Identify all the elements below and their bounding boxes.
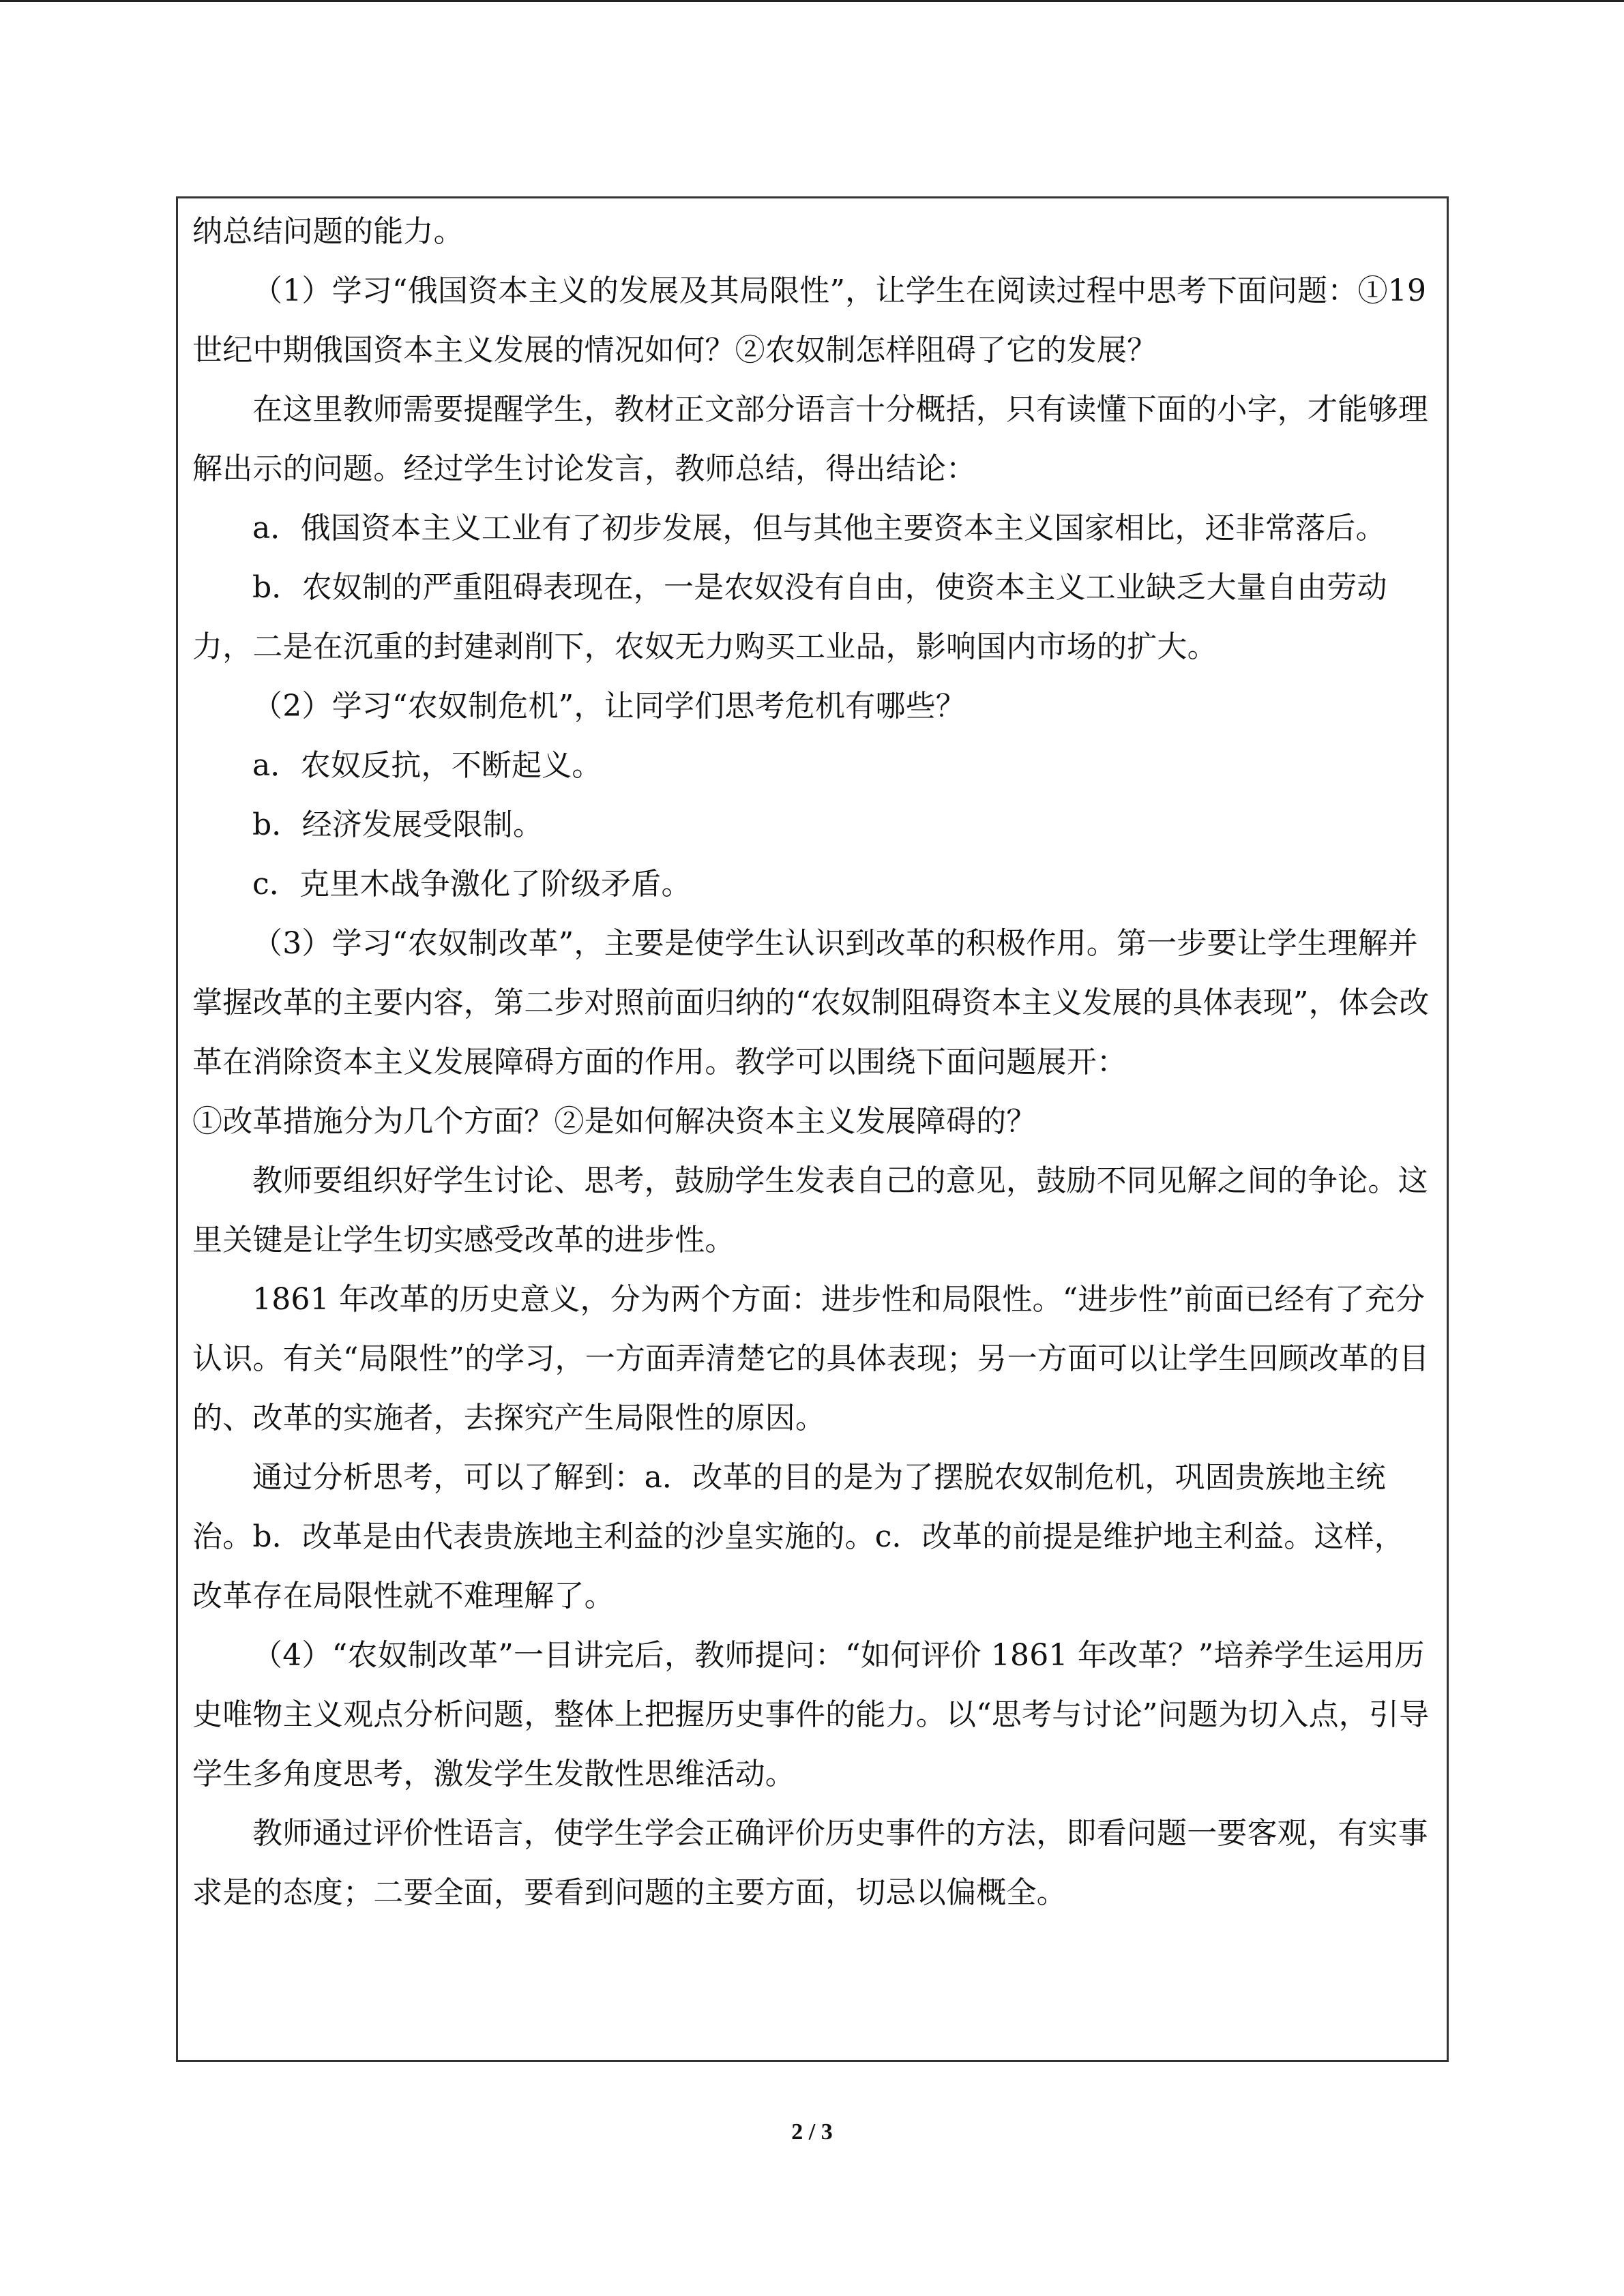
paragraph: 纳总结问题的能力。 <box>192 214 464 249</box>
paragraph: 通过分析思考，可以了解到：a．改革的目的是为了摆脱农奴制危机，巩固贵族地主统治。b．改革是由代表贵族地主利益的沙皇实施的。c．改革的前提是维护地主利益。这样，改革存在局限性就不难理解了。 <box>192 1460 1405 1613</box>
page-number: 2 / 3 <box>791 2119 833 2145</box>
paragraph: c．克里木战争激化了阶级矛盾。 <box>252 867 692 901</box>
document-body <box>192 202 1432 1922</box>
paragraph: 教师通过评价性语言，使学生学会正确评价历史事件的方法，即看问题一要客观，有实事求是的态度；二要全面，要看到问题的主要方面，切忌以偏概全。 <box>192 1816 1428 1910</box>
paragraph: 在这里教师需要提醒学生，教材正文部分语言十分概括，只有读懂下面的小字，才能够理解出示的问题。经过学生讨论发言，教师总结，得出结论： <box>192 392 1428 486</box>
paragraph: b．农奴制的严重阻碍表现在，一是农奴没有自由，使资本主义工业缺乏大量自由劳动力，二是在沉重的封建剥削下，农奴无力购买工业品，影响国内市场的扩大。 <box>192 570 1387 664</box>
paragraph: a．农奴反抗，不断起义。 <box>252 748 602 783</box>
paragraph: （1）学习“俄国资本主义的发展及其局限性”，让学生在阅读过程中思考下面问题：①19 世纪中期俄国资本主义发展的情况如何？②农奴制怎样阻碍了它的发展？ <box>192 273 1427 368</box>
top-border-line <box>0 0 1624 2</box>
paragraph: 教师要组织好学生讨论、思考，鼓励学生发表自己的意见，鼓励不同见解之间的争论。这里关键是让学生切实感受改革的进步性。 <box>192 1163 1428 1257</box>
paragraph: （2）学习“农奴制危机”，让同学们思考危机有哪些？ <box>252 689 966 724</box>
paragraph: 1861 年改革的历史意义，分为两个方面：进步性和局限性。“进步性”前面已经有了充分认识。有关“局限性”的学习，一方面弄清楚它的具体表现；另一方面可以让学生回顾改革的目的、改革的实施者，去探究产生局限性的原因。 <box>192 1282 1430 1435</box>
paragraph: b．经济发展受限制。 <box>252 807 544 842</box>
paragraph: a．俄国资本主义工业有了初步发展，但与其他主要资本主义国家相比，还非常落后。 <box>252 511 1386 546</box>
paragraph: （4）“农奴制改革”一目讲完后，教师提问：“如何评价 1861 年改革？”培养学生运用历史唯物主义观点分析问题，整体上把握历史事件的能力。以“思考与讨论”问题为切入点，引导学生多角度思考，激发学生发散性思维活动。 <box>192 1638 1430 1791</box>
paragraph: （3）学习“农奴制改革”，主要是使学生认识到改革的积极作用。第一步要让学生理解并掌握改革的主要内容，第二步对照前面归纳的“农奴制阻碍资本主义发展的具体表现”，体会改革在消除资本主义发展障碍方面的作用。教学可以围绕下面问题展开： <box>192 926 1430 1079</box>
paragraph: ①改革措施分为几个方面？②是如何解决资本主义发展障碍的？ <box>192 1104 1037 1139</box>
